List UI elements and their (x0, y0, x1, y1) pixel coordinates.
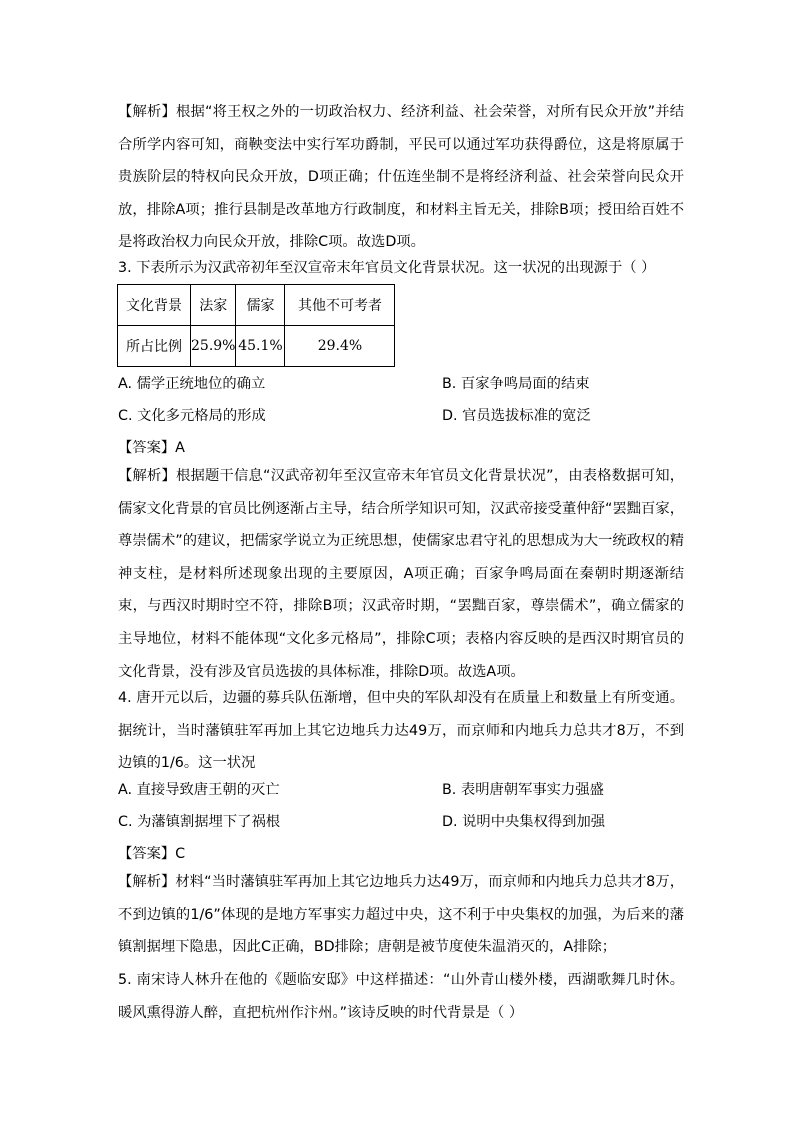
q3-option-a: A. 儒学正统地位的确立 (118, 376, 266, 392)
table-cell: 所占比例 (118, 326, 191, 367)
table-cell: 25.9% (191, 326, 236, 367)
q4-stem: 4. 唐开元以后，边疆的募兵队伍渐增，但中央的军队却没有在质量上和数量上有所变通。据统计，当时藩镇驻军再加上其它边地兵力达49万，而京师和内地兵力总共才8万，不到边镇的1/6。这一状况 (118, 690, 684, 772)
q3-answer: 【答案】A (118, 440, 185, 456)
table-cell: 29.4% (285, 326, 395, 367)
q3-option-d: D. 官员选拔标准的宽泛 (442, 408, 591, 424)
q4-answer: 【答案】C (118, 846, 186, 862)
q4-option-c: C. 为藩镇割据埋下了祸根 (118, 814, 281, 830)
table-header-row (118, 285, 395, 326)
table-cell: 法家 (191, 285, 236, 326)
q2-analysis: 【解析】根据“将王权之外的一切政治权力、经济利益、社会荣誉，对所有民众开放”并结合所学内容可知，商鞅变法中实行军功爵制，平民可以通过军功获得爵位，这是将原属于贵族阶层的特权向民众开放，D项正确；什伍连坐制不是将经济利益、社会荣誉向民众开放，排除A项；推行县制是改革地方行政制度，和材料主旨无关，排除B项；授田给百姓不是将政治权力向民众开放，排除C项。故选D项。 (118, 104, 684, 251)
q3-option-c: C. 文化多元格局的形成 (118, 408, 266, 424)
q4-option-a: A. 直接导致唐王朝的灭亡 (118, 782, 280, 798)
table-row (118, 326, 395, 367)
q4-option-d: D. 说明中央集权得到加强 (442, 814, 606, 830)
q4-analysis: 【解析】材料“当时藩镇驻军再加上其它边地兵力达49万，而京师和内地兵力总共才8万，不到边镇的1/6”体现的是地方军事实力超过中央，这不利于中央集权的加强，为后来的藩镇割据埋下隐患，因此C正确，BD排除；唐朝是被节度使朱温消灭的，A排除； (118, 874, 684, 956)
q3-table (117, 284, 395, 367)
table-cell: 文化背景 (118, 285, 191, 326)
table-cell: 其他不可考者 (285, 285, 395, 326)
q4-option-b: B. 表明唐朝军事实力强盛 (442, 782, 604, 798)
table-cell: 45.1% (236, 326, 285, 367)
q5-stem: 5. 南宋诗人林升在他的《题临安邸》中这样描述：“山外青山楼外楼，西湖歌舞几时休。暖风熏得游人醉，直把杭州作汴州。”该诗反映的时代背景是（ ） (118, 972, 684, 1021)
q3-stem: 3. 下表所示为汉武帝初年至汉宣帝末年官员文化背景状况。这一状况的出现源于（ ） (118, 260, 656, 276)
q3-option-b: B. 百家争鸣局面的结束 (442, 376, 590, 392)
table-cell: 儒家 (236, 285, 285, 326)
q3-analysis: 【解析】根据题干信息“汉武帝初年至汉宣帝末年官员文化背景状况”，由表格数据可知，儒家文化背景的官员比例逐渐占主导，结合所学知识可知，汉武帝接受董仲舒“罢黜百家，尊崇儒术”的建议，把儒家学说立为正统思想，使儒家忠君守礼的思想成为大一统政权的精神支柱，是材料所述现象出现的主要原因，A项正确；百家争鸣局面在秦朝时期逐渐结束，与西汉时期时空不符，排除B项；汉武帝时期，“罢黜百家，尊崇儒术”，确立儒家的主导地位，材料不能体现“文化多元格局”，排除C项；表格内容反映的是西汉时期官员的文化背景，没有涉及官员选拔的具体标准，排除D项。故选A项。 (118, 468, 684, 680)
